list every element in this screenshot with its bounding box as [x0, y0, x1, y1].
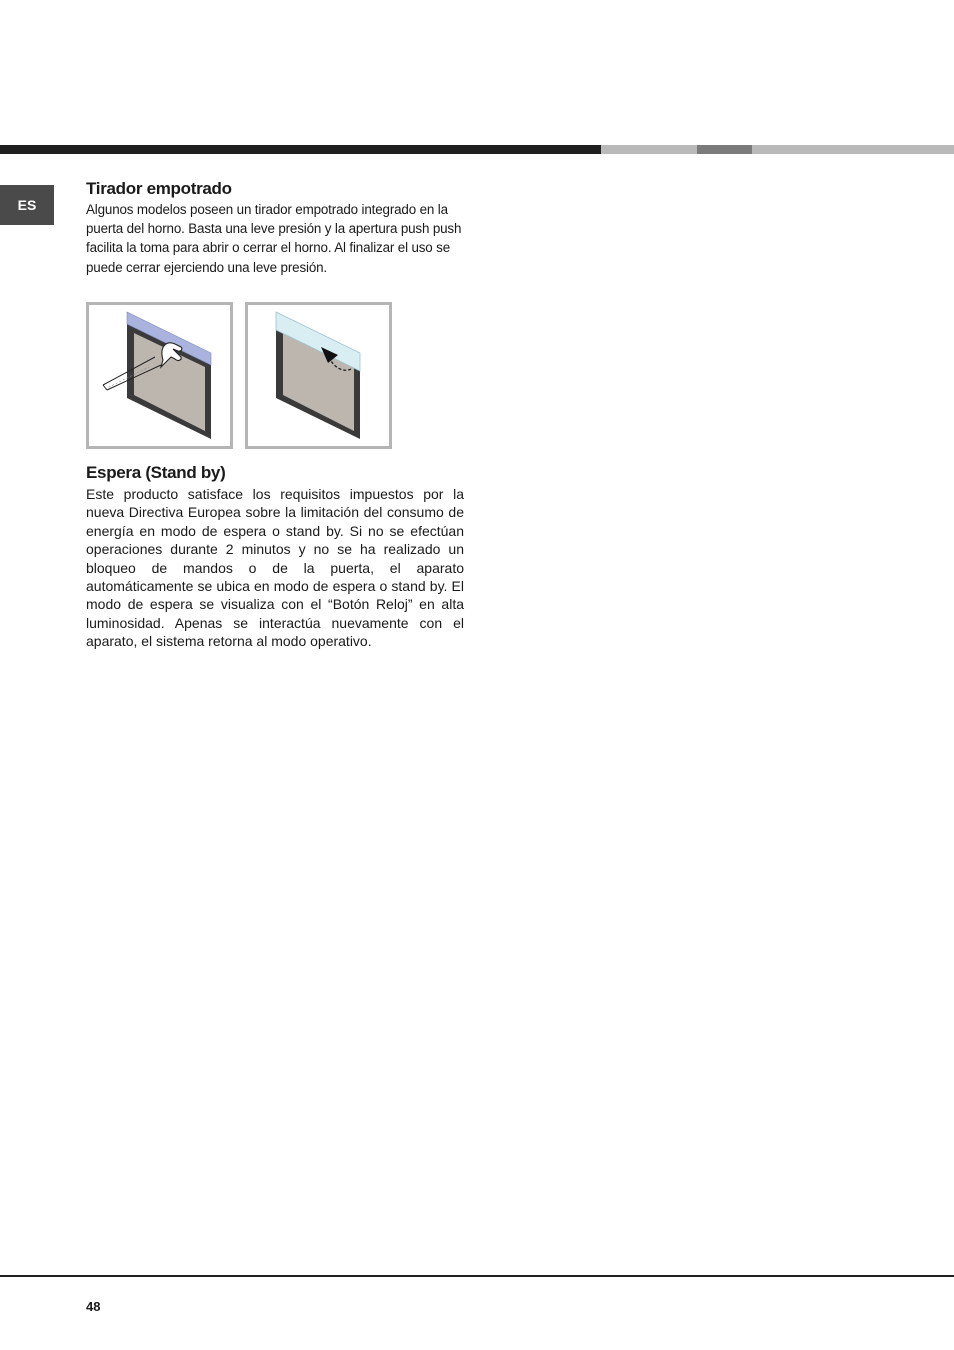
header-bar-dark-segment: [0, 145, 601, 154]
header-bar-mid-segment: [697, 145, 752, 154]
section-espera-stand-by: [86, 463, 464, 651]
section-tirador-empotrado: [86, 179, 464, 277]
footer-rule: [0, 1275, 954, 1277]
section-heading: Tirador empotrado: [86, 179, 232, 198]
header-bar: [0, 145, 954, 154]
figure-push-handle: [86, 302, 233, 449]
section-body: Este producto satisface los requisitos impuestos por la nueva Directiva Europea sobre la limitación del consumo de energía en modo de espera o stand by. Si no se efectúan operaciones durante 2 minutos y no se ha realizado un bloqueo de mandos o de la puerta, el aparato automáticamente se ubica en modo de espera o stand by. El modo de espera se visualiza con el “Botón Reloj” en alta luminosidad. Apenas se interactúa nuevamente con el aparato, el sistema retorna al modo operativo.: [86, 486, 464, 650]
section-body: Algunos modelos poseen un tirador empotrado integrado en la puerta del horno. Basta una leve presión y la apertura push push facilita la toma para abrir o cerrar el horno. Al finalizar el uso se puede cerrar ejerciendo una leve presión.: [86, 202, 462, 275]
header-bar-light-segment: [601, 145, 697, 154]
language-tab: ES: [0, 185, 54, 225]
section-heading: Espera (Stand by): [86, 463, 226, 482]
header-bar-light-segment-2: [752, 145, 954, 154]
oven-door-push-handle-icon: [89, 305, 230, 446]
oven-door-handle-open-icon: [248, 305, 389, 446]
figure-handle-open: [245, 302, 392, 449]
page-number: 48: [86, 1299, 101, 1314]
